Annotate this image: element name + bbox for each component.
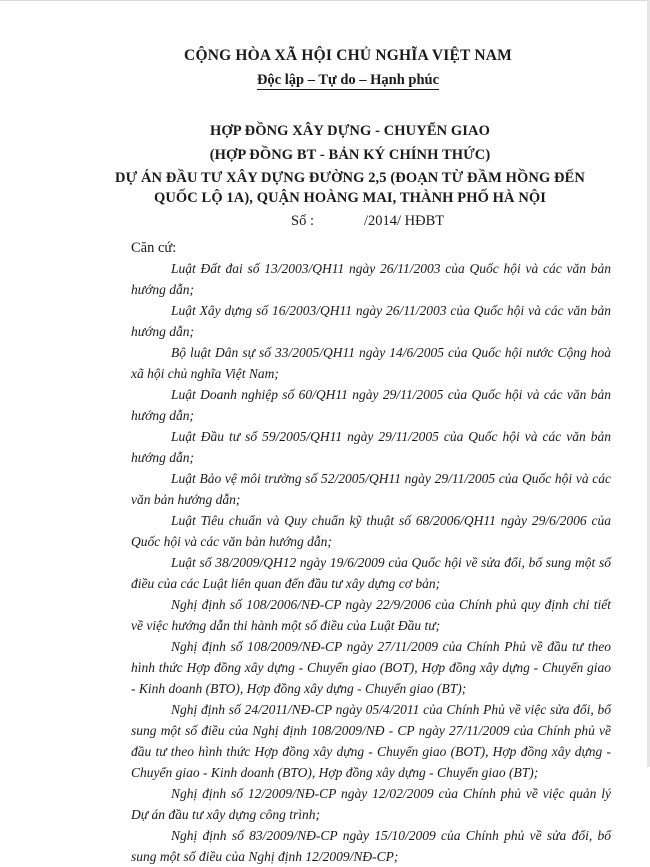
document-number-suffix: /2014/ HĐBT: [363, 213, 445, 229]
basis-item: Luật Đầu tư số 59/2005/QH11 ngày 29/11/2005 của Quốc hội và các văn bản hướng dẫn;: [131, 429, 611, 465]
basis-item: Luật Đất đai số 13/2003/QH11 ngày 26/11/2003 của Quốc hội và các văn bản hướng dẫn;: [131, 261, 611, 297]
national-title: CỘNG HÒA XÃ HỘI CHỦ NGHĨA VIỆT NAM: [184, 47, 512, 64]
basis-item: Nghị định số 12/2009/NĐ-CP ngày 12/02/2009 của Chính phủ về việc quản lý Dự án đầu tư xây dựng công trình;: [131, 786, 611, 822]
scan-top-edge: [0, 0, 650, 1]
national-motto: [48, 72, 648, 89]
basis-item: Luật Bảo vệ môi trường số 52/2005/QH11 ngày 29/11/2005 của Quốc hội và các văn bản hướng dẫn;: [131, 471, 611, 507]
basis-item: Nghị định số 24/2011/NĐ-CP ngày 05/4/2011 của Chính Phủ về việc sửa đổi, bổ sung một số điều của Nghị định 108/2009/NĐ - CP ngày 27/11/2009 của Chính phủ về đầu tư theo hình thức Hợp đồng xây dựng - Chuyển giao (BOT), Hợp đồng xây dựng - Chuyển giao - Kinh doanh (BTO), Hợp đồng xây dựng - Chuyển giao (BT);: [131, 702, 611, 780]
basis-item: Bộ luật Dân sự số 33/2005/QH11 ngày 14/6/2005 của Quốc hội nước Cộng hoà xã hội chủ nghĩa Việt Nam;: [131, 345, 611, 381]
contract-title-line-3: DỰ ÁN ĐẦU TƯ XÂY DỰNG ĐƯỜNG 2,5 (ĐOẠN TỪ ĐẦM HỒNG ĐẾN: [115, 170, 585, 186]
document-number: [291, 213, 444, 230]
contract-title-line-2: (HỢP ĐỒNG BT - BẢN KÝ CHÍNH THỨC): [209, 147, 491, 163]
basis-heading: Căn cứ:: [131, 240, 177, 256]
basis-item: Nghị định số 108/2006/NĐ-CP ngày 22/9/2006 của Chính phủ quy định chi tiết về việc hướng dẫn thi hành một số điều của Luật Đầu tư;: [131, 597, 611, 633]
contract-title-line-4: QUỐC LỘ 1A), QUẬN HOÀNG MAI, THÀNH PHỐ HÀ NỘI: [153, 190, 547, 206]
basis-item: Luật Tiêu chuẩn và Quy chuẩn kỹ thuật số 68/2006/QH11 ngày 29/6/2006 của Quốc hội và các văn bản hướng dẫn;: [131, 513, 611, 549]
motto-text: Độc lập – Tự do – Hạnh phúc: [256, 72, 440, 88]
basis-item: Luật số 38/2009/QH12 ngày 19/6/2009 của Quốc hội về sửa đổi, bổ sung một số điều của các Luật liên quan đến đầu tư xây dựng cơ bản;: [131, 555, 611, 591]
basis-item: Luật Doanh nghiệp số 60/QH11 ngày 29/11/2005 của Quốc hội và các văn bản hướng dẫn;: [131, 387, 611, 423]
document-number-label: Số :: [291, 213, 314, 229]
basis-item: Nghị định số 83/2009/NĐ-CP ngày 15/10/2009 của Chính phủ về sửa đổi, bổ sung một số điều của Nghị định 12/2009/NĐ-CP;: [131, 828, 611, 864]
contract-title-line-1: HỢP ĐỒNG XÂY DỰNG - CHUYỂN GIAO: [210, 123, 490, 139]
basis-item: Nghị định số 108/2009/NĐ-CP ngày 27/11/2009 của Chính Phủ về đầu tư theo hình thức Hợp đồng xây dựng - Chuyển giao (BOT), Hợp đồng xây dựng - Chuyển giao - Kinh doanh (BTO), Hợp đồng xây dựng - Chuyển giao (BT);: [131, 639, 611, 696]
legal-basis-list: [131, 258, 611, 867]
basis-item: Luật Xây dựng số 16/2003/QH11 ngày 26/11/2003 của Quốc hội và các văn bản hướng dẫn;: [131, 303, 611, 339]
